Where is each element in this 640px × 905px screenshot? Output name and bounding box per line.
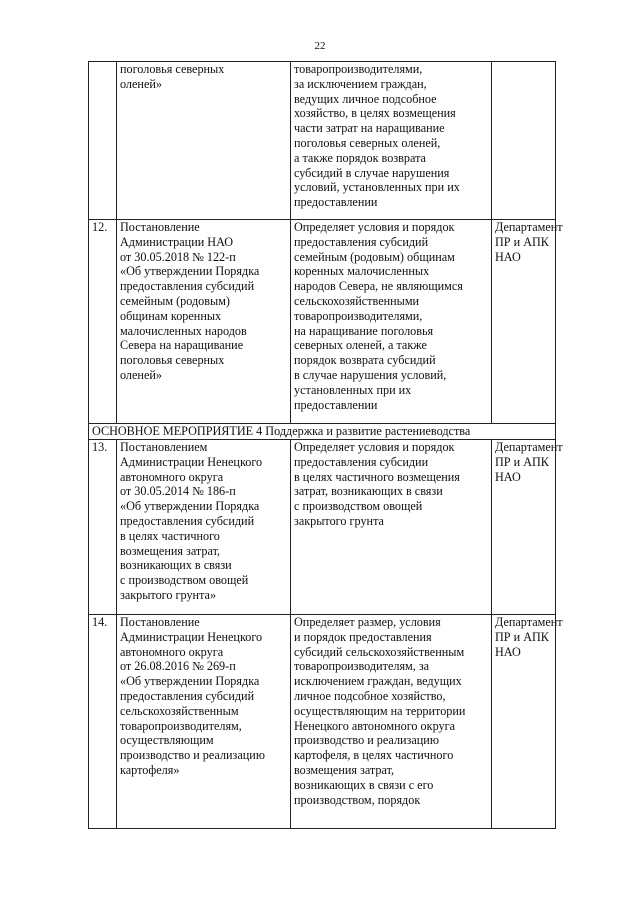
section-title: ОСНОВНОЕ МЕРОПРИЯТИЕ 4 Поддержка и развитие растениеводства bbox=[89, 424, 556, 440]
regulations-table bbox=[88, 61, 563, 829]
responsible-cell: Департамент ПР и АПК НАО bbox=[492, 440, 556, 615]
description-cell: Определяет условия и порядок предоставления субсидии в целях частичного возмещения затрат, возникающих в связи с производством овощей закрытого грунта bbox=[291, 440, 492, 615]
table-row-14 bbox=[89, 615, 556, 829]
responsible-cell: Департамент ПР и АПК НАО bbox=[492, 615, 556, 829]
page-number: 22 bbox=[314, 40, 326, 52]
table-row-continued bbox=[89, 62, 556, 220]
row-number-cell bbox=[89, 62, 117, 220]
table-row-13 bbox=[89, 440, 556, 615]
act-cell: поголовья северных оленей» bbox=[117, 62, 291, 220]
row-number: 14. bbox=[89, 615, 117, 829]
description-cell: товаропроизводителями, за исключением граждан, ведущих личное подсобное хозяйство, в целях возмещения части затрат на наращивание поголовья северных оленей, а также порядок возврата субсидий в случае нарушения условий, установленных при их предоставлении bbox=[291, 62, 492, 220]
row-number: 13. bbox=[89, 440, 117, 615]
responsible-cell bbox=[492, 62, 556, 220]
act-cell: Постановление Администрации НАО от 30.05.2018 № 122-п «Об утверждении Порядка предоставления субсидий семейным (родовым) общинам коренных малочисленных народов Севера на наращивание поголовья северных оленей» bbox=[117, 220, 291, 424]
description-cell: Определяет условия и порядок предоставления субсидий семейным (родовым) общинам коренных малочисленных народов Севера, не являющимся сельскохозяйственными товаропроизводителями, на наращивание поголовья северных оленей, а также порядок возврата субсидий в случае нарушения условий, установленных при их предоставлении bbox=[291, 220, 492, 424]
row-number: 12. bbox=[89, 220, 117, 424]
table-row-12 bbox=[89, 220, 556, 424]
act-cell: Постановление Администрации Ненецкого автономного округа от 26.08.2016 № 269-п «Об утверждении Порядка предоставления субсидий сельскохозяйственным товаропроизводителям, осуществляющим производство и реализацию картофеля» bbox=[117, 615, 291, 829]
act-cell: Постановлением Администрации Ненецкого автономного округа от 30.05.2014 № 186-п «Об утверждении Порядка предоставления субсидий в целях частичного возмещения затрат, возникающих в связи с производством овощей закрытого грунта» bbox=[117, 440, 291, 615]
responsible-cell: Департамент ПР и АПК НАО bbox=[492, 220, 556, 424]
description-cell: Определяет размер, условия и порядок предоставления субсидий сельскохозяйственным товаропроизводителям, за исключением граждан, ведущих личное подсобное хозяйство, осуществляющим на территории Ненецкого автономного округа производство и реализацию картофеля, в целях частичного возмещения затрат, возникающих в связи с его производством, порядок bbox=[291, 615, 492, 829]
section-row bbox=[89, 424, 556, 440]
